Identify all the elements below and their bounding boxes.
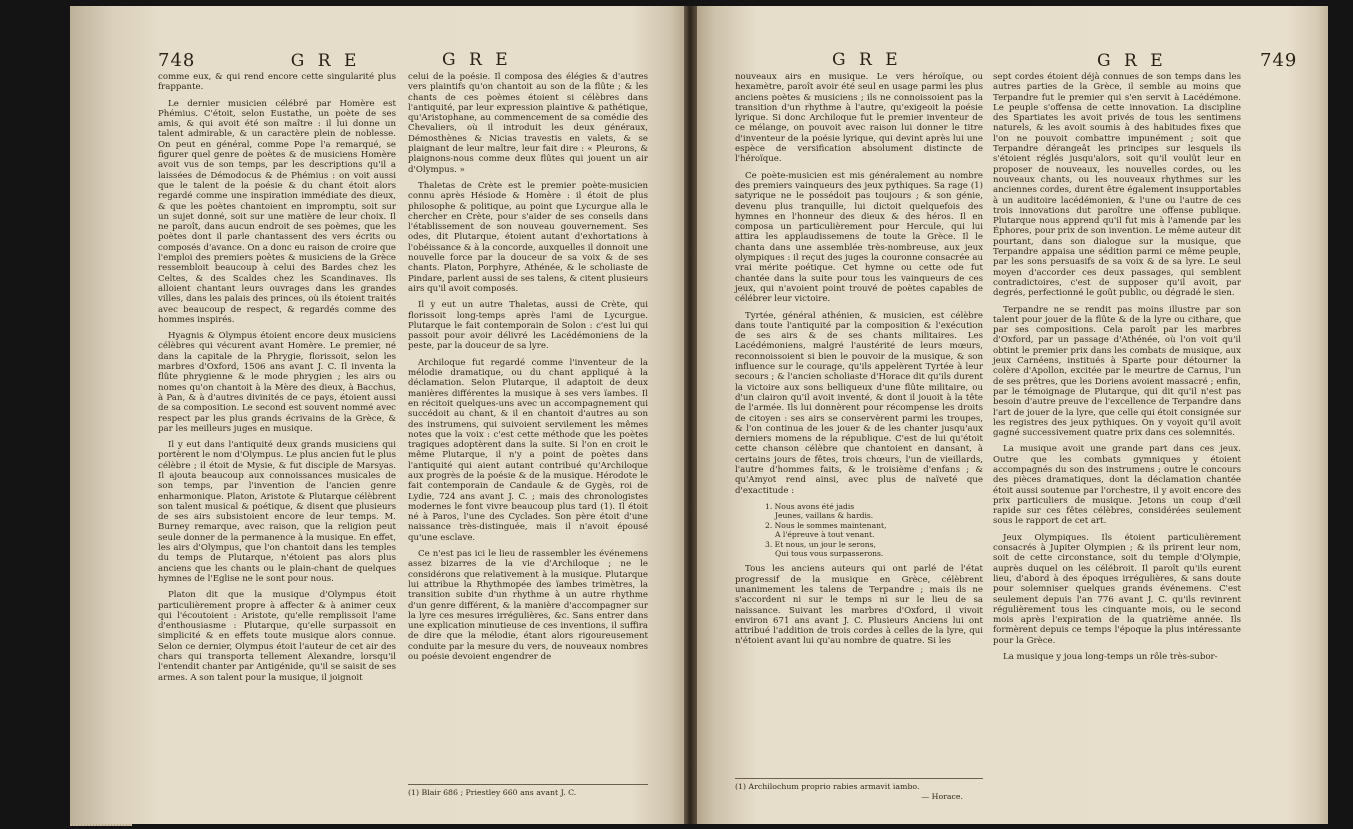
- right-page-number: 749: [1260, 50, 1298, 71]
- right-footnote: [735, 778, 983, 801]
- paragraph: Thaletas de Crète est le premier poète-musicien connu après Hésiode & Homère : il étoit de plus philosophe & politique, au point que Lycurgue alla le chercher en Crète, pour s'aider de ses conseils dans l'établissement de son nouveau gouvernement. Ses odes, dit Plutarque, étoient autant d'exhortations à l'obéissance & à la concorde, auxquelles il donnoit une nouvelle force par la douceur de sa voix & de ses chants. Platon, Porphyre, Athénée, & le scholiaste de Pindare, parlent aussi de ses talens, & citent plusieurs airs qu'il avoit composés.: [408, 180, 648, 294]
- poem-line: Qui tous vous surpasserons.: [775, 548, 884, 558]
- right-page-header: [1097, 50, 1297, 71]
- paragraph: Il y eut dans l'antiquité deux grands musiciens qui portèrent le nom d'Olympus. Le plus ancien fut le plus célèbre ; il étoit de Mysie, & fut disciple de Marsyas. Il ajouta beaucoup aux connoissances musicales de son temps, par l'invention de l'ancien genre enharmonique. Platon, Aristote & Plutarque célèbrent son talent musical & poétique, & disent que plusieurs de ses airs subsistoient encore de leur temps. M. Burney remarque, avec raison, que la religion peut seule donner de la permanence à la musique. En effet, les airs d'Olympus, que l'on chantoit dans les temples du temps de Plutarque, n'étoient pas alors plus anciens que les chants ou le plain-chant de quelques hymnes de l'Eglise ne le sont pour nous.: [158, 440, 396, 584]
- paragraph: Il y eut un autre Thaletas, aussi de Crète, qui florissoit long-temps après l'ami de Lycurgue. Plutarque le fait contemporain de Solon : c'est lui qui passoit pour avoir délivré les Lacédémoniens de la peste, par la douceur de sa lyre.: [408, 300, 648, 352]
- paragraph: Ce poète-musicien est mis généralement au nombre des premiers vainqueurs des jeux pythiques. Sa rage (1) satyrique ne le possédoit pas toujours ; & son génie, devenu plus tranquille, lui dictoit quelquefois des hymnes en l'honneur des dieux & des héros. Il en composa un particulièrement pour Hercule, qui lui attira les applaudissemens de toute la Grèce. Il le chanta dans une assemblée très-nombreuse, aux jeux olympiques : il reçut des juges la couronne consacrée au vrai mérite poétique. Cet hymne ou cette ode fut chantée dans la suite pour tous les vainqueurs de ces jeux, qui n'avoient point trouvé de poètes capables de célébrer leur victoire.: [735, 170, 983, 305]
- poem-block: [765, 502, 983, 558]
- paragraph: Le dernier musicien célébré par Homère est Phémius. C'étoit, selon Eustathe, un poète de ses amis, & qui avoit été son maître : il lui donne un talent admirable, & un caractère plein de noblesse. On peut en général, comme Pope l'a remarqué, se figurer quel genre de poètes & de musiciens Homère avoit vus de son temps, par les descriptions qu'il a laissées de Démodocus & de Phémius : on voit aussi que le talent de la poésie & du chant étoit alors regardé comme une inspiration immédiate des dieux, & que les poètes chantoient en impromptu, soit sur un sujet donné, soit sur une matière de leur choix. Il ne paroît, dans aucun endroit de ses poèmes, que les poètes dont il parle chantassent des vers écrits ou composés d'avance. On a donc eu raison de croire que l'emploi des premiers poètes & musiciens de la Grèce ressembloit beaucoup à celui des Bardes chez les Celtes, & des Scaldes chez les Scandinaves. Ils alloient chantant leurs ouvrages dans les grandes villes, dans les palais des princes, où ils étoient traités avec beaucoup de respect, & regardés comme des hommes inspirés.: [158, 98, 396, 325]
- paragraph: Terpandre ne se rendit pas moins illustre par son talent pour jouer de la flûte & de la lyre ou cithare, que par ses compositions. Cela paroît par les marbres d'Oxford, par un passage d'Athénée, où l'on voit qu'il obtint le premier prix dans les combats de musique, aux jeux Carnéens, institués à Sparte pour détourner la colère d'Apollon, excitée par le meurtre de Carnus, l'un de ses prêtres, que les Doriens avoient massacré ; enfin, par le témoignage de Plutarque, qui dit qu'il n'est pas besoin d'autre preuve de l'excellence de Terpandre dans l'art de jouer de la lyre, que celle qui étoit consignée sur les registres des jeux pythiques. On y voyoit qu'il avoit gagné successivement quatre prix dans ces solemnités.: [993, 304, 1241, 439]
- right-header-gre-2: G R E: [1097, 51, 1167, 71]
- poem-line: Jeunes, vaillans & hardis.: [775, 511, 874, 521]
- footnote-attribution: — Horace.: [921, 791, 963, 801]
- left-header-gre-1: G R E: [290, 51, 361, 71]
- paragraph: Tyrtée, général athénien, & musicien, est célèbre dans toute l'antiquité par la composition & l'exécution de ses airs & de ses chants militaires. Les Lacédémoniens, malgré l'austérité de leurs mœurs, reconnoissoient si bien le pouvoir de la musique, & son influence sur le courage, qu'ils appelèrent Tyrtée à leur secours ; & l'ancien scholiaste d'Horace dit qu'ils durent la victoire aux sons belliqueux d'une flûte militaire, ou d'un clairon qu'il avoit inventé, & dont il jouoit à la tête de l'armée. Ils lui donnèrent pour récompense les droits de citoyen : ses airs se conservèrent parmi les troupes, & l'on continua de les jouer & de les chanter jusqu'aux derniers momens de la république. C'est de lui qu'étoit cette chanson célèbre que chantoient en dansant, à certains jours de fêtes, trois chœurs, l'un de vieillards, l'autre d'hommes faits, & le troisième d'enfans ; & qu'Amyot rend ainsi, avec plus de naïveté que d'exactitude :: [735, 310, 983, 496]
- paragraph: La musique y joua long-temps un rôle très-subor-: [1003, 652, 1218, 663]
- left-footnote: (1) Blair 686 ; Priestley 660 ans avant J. C.: [408, 784, 648, 798]
- paragraph: Tous les anciens auteurs qui ont parlé de l'état progressif de la musique en Grèce, célèbrent unanimement les talens de Terpandre ; mais ils ne s'accordent ni sur le temps ni sur le lieu de sa naissance. Suivant les marbres d'Oxford, il vivoit environ 671 ans avant J. C. Plusieurs Anciens lui ont attribué l'addition de trois cordes à celles de la lyre, qui n'étoient avant lui qu'au nombre de quatre. Si les: [735, 564, 983, 647]
- right-column-2: [993, 72, 1241, 668]
- left-column-2: [408, 72, 648, 668]
- paragraph: celui de la poésie. Il composa des élégies & d'autres vers plaintifs qu'on chantoit au son de la flûte ; & les chants de ces poèmes étoient si célèbres dans l'antiquité, par leur expression plaintive & pathétique, qu'Aristophane, au commencement de sa comédie des Chevaliers, où il introduit les deux généraux, Démosthènes & Nicias travestis en valets, & se plaignant de leur maître, leur fait dire : « Pleurons, & plaignons-nous comme deux flûtes qui jouent un air d'Olympus. »: [408, 72, 648, 175]
- poem-line: 3. Et nous, un jour le serons,: [765, 539, 876, 549]
- paragraph: Jeux Olympiques. Ils étoient particulièrement consacrés à Jupiter Olympien ; & ils prirent leur nom, soit de cette circonstance, soit du temple d'Olympie, auprès duquel on les célébroit. Il paroît qu'ils eurent lieu, d'abord à des époques irrégulières, & sans doute pour solemniser quelques grands événemens. C'est seulement depuis l'an 776 avant J. C. qu'ils revinrent régulièrement tous les cinquante mois, ou le second mois après l'expiration de la quatrième année. Ils formèrent depuis ce temps l'époque la plus intéressante pour la Grèce.: [993, 532, 1241, 646]
- footnote-text: (1) Archilochum proprio rabies armavit iambo.: [735, 782, 920, 791]
- paragraph: sept cordes étoient déjà connues de son temps dans les autres parties de la Grèce, il semble au moins que Terpandre fut le premier qui s'en servit à Lacédémone. Le peuple s'offensa de cette innovation. La discipline des Spartiates les avoit privés de tous les sentimens naturels, & les avoit soumis à des habitudes fixes que l'on ne pouvoit combattre impunément ; soit que Terpandre dérangeât les principes sur lesquels ils s'étoient réglés jusqu'alors, soit qu'il voulût leur en proposer de nouveaux, les nouvelles cordes, ou les nouveaux chants, ou les nouveaux rhythmes sur les anciennes cordes, durent être également insupportables à un auditoire lacédémonien, & l'une ou l'autre de ces trois innovations dut paroître une offense publique. Plutarque nous apprend qu'il fut mis à l'amende par les Éphores, pour prix de son invention. Le même auteur dit pourtant, dans son dialogue sur la musique, que Terpandre appaisa une sédition parmi ce même peuple, par les sons persuasifs de sa voix & de sa lyre. Le seul moyen d'accorder ces deux passages, qui semblent contradictoires, c'est de supposer qu'il avoit, par degrés, perfectionné le goût public, ou dégradé le sien.: [993, 72, 1241, 299]
- left-header-gre-2: G R E: [442, 50, 512, 70]
- paragraph: Archiloque fut regardé comme l'inventeur de la mélodie dramatique, ou du chant appliqué à la déclamation. Selon Plutarque, il adaptoit de deux manières différentes la musique à ses vers ïambes. Il en récitoit quelques-uns avec un accompagnement qui succédoit au chant, & il en chantoit d'autres au son des instrumens, qui suivoient servilement les mêmes notes que la voix : c'est cette méthode que les poètes tragiques adoptèrent dans la suite. Si l'on en croit le même Plutarque, il n'y a point de poètes dans l'antiquité qui aient autant contribué qu'Archiloque aux progrès de la poésie & de la musique. Hérodote le fait contemporain de Candaule & de Gygès, roi de Lydie, 724 ans avant J. C. ; mais des chronologistes modernes le font vivre beaucoup plus tard (1). Il étoit né à Paros, l'une des Cyclades. Son père étoit d'une naissance très-distinguée, mais il n'avoit épousé qu'une esclave.: [408, 357, 648, 543]
- left-column-1: [158, 72, 396, 689]
- poem-line: 1. Nous avons été jadis: [765, 501, 855, 511]
- open-book: [70, 6, 1328, 824]
- poem-line: A l'épreuve à tout venant.: [775, 530, 875, 540]
- right-page: [697, 6, 1328, 824]
- paragraph: Platon dit que la musique d'Olympus étoit particulièrement propre à affecter & à animer ceux qui l'écoutoient : Aristote, qu'elle remplissoit l'ame d'enthousiasme : Plutarque, qu'elle surpassoit en simplicité & en effets toute musique alors connue. Selon ce dernier, Olympus étoit l'auteur de cet air des chars qui transporta tellement Alexandre, lorsqu'il l'entendit chanter par Antigénide, qu'il se saisit de ses armes. A son talent pour la musique, il joignoit: [158, 590, 396, 683]
- poem-line: 2. Nous le sommes maintenant,: [765, 520, 887, 530]
- book-spine: [684, 6, 697, 824]
- right-column-1: [735, 72, 983, 653]
- paragraph: Ce n'est pas ici le lieu de rassembler les événemens assez bizarres de la vie d'Archiloque ; ne le considérons que relativement à la musique. Plutarque lui attribue la Rhythmopée des ïambes trimètres, la transition subite d'un rhythme à un autre rhythme d'un genre différent, & la manière d'accompagner sur la lyre ces mesures irrégulières, &c. Sans entrer dans une explication minutieuse de ces inventions, il suffira de dire que la mélodie, étant alors rigoureusement conduite par la mesure du vers, de nouveaux nombres ou poésie devoient engendrer de: [408, 549, 648, 663]
- left-page: [70, 6, 684, 824]
- paragraph: comme eux, & qui rend encore cette singularité plus frappante.: [158, 72, 396, 93]
- paragraph: La musique avoit une grande part dans ces jeux. Outre que les combats gymniques y étoient accompagnés du son des instrumens ; outre le concours des pièces dramatiques, dont la déclamation chantée étoit aussi soutenue par l'orchestre, il y avoit encore des prix particuliers de musique. Jetons un coup d'œil rapide sur ces fêtes célèbres, considérées seulement sous le rapport de cet art.: [993, 444, 1241, 527]
- left-page-header: [158, 50, 360, 71]
- paragraph: nouveaux airs en musique. Le vers héroïque, ou hexamètre, paroît avoir été seul en usage parmi les plus anciens poètes & musiciens ; ils ne connoissoient pas la transition d'un rhythme à l'autre, qu'exigeoit la poésie lyrique. Si donc Archiloque fut le premier inventeur de ce mélange, on pouvoit avec raison lui donner le titre d'inventeur de la poésie lyrique, qui devint après lui une espèce de versification absolument distincte de l'héroïque.: [735, 72, 983, 165]
- left-page-number: 748: [158, 50, 196, 71]
- right-header-gre-1: G R E: [832, 50, 902, 70]
- paragraph: Hyagnis & Olympus étoient encore deux musiciens célèbres qui vécurent avant Homère. Le premier, né dans la capitale de la Phrygie, florissoit, selon les marbres d'Oxford, 1506 ans avant J. C. Il inventa la flûte phrygienne & le mode phrygien ; les airs ou nomes qu'on chantoit à la Mère des dieux, à Bacchus, à Pan, & à d'autres divinités de ce pays, étoient aussi de sa composition. Le second est souvent nommé avec respect par les plus grands écrivains de la Grèce, & par les meilleurs juges en musique.: [158, 331, 396, 434]
